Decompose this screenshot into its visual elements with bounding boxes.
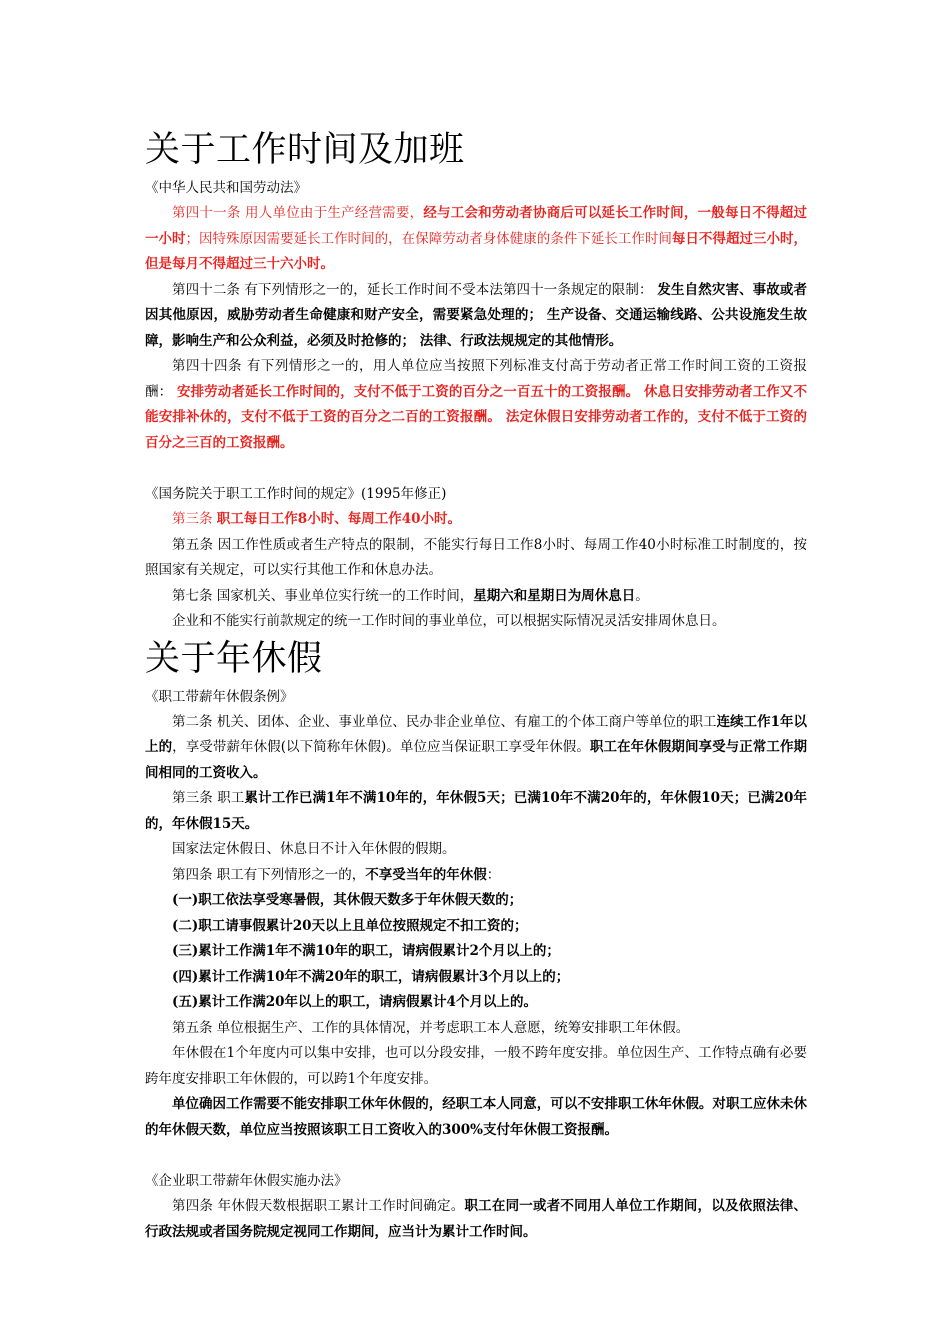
article-5-leave-bold: 单位确因工作需要不能安排职工休年休假的，经职工本人同意，可以不安排职工休年休假。对职工应休未休的年休假天数，单位应当按照该职工日工资收入的300%支付年休假工资报酬。 (145, 1096, 807, 1138)
article-2-text-2: ，享受带薪年休假(以下简称年休假)。单位应当保证职工享受年休假。 (172, 739, 590, 755)
article-2-leave (145, 710, 807, 787)
spacer (145, 456, 807, 482)
article-3-leave (145, 786, 807, 837)
article-7-text-2: 。 (635, 587, 649, 604)
article-7-paragraph-2: 企业和不能实行前款规定的统一工作时间的事业单位，可以根据实际情况灵活安排周休息日。 (172, 613, 726, 629)
article-4-enterprise-text: 第四条 年休假天数根据职工累计工作时间确定。 (172, 1198, 465, 1214)
document-page (145, 128, 807, 1245)
article-42 (145, 278, 807, 355)
article-3-hours (145, 507, 807, 533)
list-item (145, 939, 807, 965)
article-5-leave-paragraph-3 (145, 1092, 807, 1143)
list-item-text: (四)累计工作满10年不满20年的职工，请病假累计3个月以上的； (172, 968, 570, 985)
list-item-text: (五)累计工作满20年以上的职工，请病假累计4个月以上的。 (172, 994, 537, 1010)
article-4-bold: 不享受当年的年休假 (365, 866, 487, 883)
list-item (145, 888, 807, 914)
article-5-leave-paragraph-2: 年休假在1个年度内可以集中安排，也可以分段安排，一般不跨年度安排。单位因生产、工作特点确有必要跨年度安排职工年休假的，可以跨1个年度安排。 (145, 1045, 807, 1087)
article-5-hours: 第五条 因工作性质或者生产特点的限制，不能实行每日工作8小时、每周工作40小时标准工时制度的，按照国家有关规定，可以实行其他工作和休息办法。 (145, 536, 807, 578)
article-2-bold-1: 连续工作1年以上的 (145, 713, 807, 755)
article-4-text: 第四条 职工有下列情形之一的， (172, 866, 366, 883)
article-44-text: 第四十四条 有下列情形之一的，用人单位应当按照下列标准支付高于劳动者正常工作时间工资的工资报酬： (145, 358, 807, 400)
source-enterprise-measures: 《企业职工带薪年休假实施办法》 (145, 1173, 348, 1189)
article-3-leave-text: 第三条 职工 (172, 790, 245, 806)
list-item-text: (一)职工依法享受寒暑假，其休假天数多于年休假天数的； (172, 892, 523, 908)
article-41 (145, 201, 807, 278)
article-2-text: 第二条 机关、团体、企业、事业单位、民办非企业单位、有雇工的个体工商户等单位的职工 (172, 713, 717, 730)
article-41-bold-2: 每日不得超过三小时，但是每月不得超过三十六小时。 (145, 230, 808, 272)
article-42-bold: 发生自然灾害、事故或者因其他原因，威胁劳动者生命健康和财产安全，需要紧急处理的； 生产设备、交通运输线路、公共设施发生故障，影响生产和公众利益，必须及时抢修的； 法律、行政法规规定的其他情形。 (145, 281, 807, 349)
article-7 (145, 584, 807, 610)
list-item-text: (二)职工请事假累计20天以上且单位按照规定不扣工资的； (172, 917, 528, 934)
section-title-working-hours: 关于工作时间及加班 (145, 130, 465, 170)
article-3-leave-paragraph-2: 国家法定休假日、休息日不计入年休假的假期。 (172, 841, 456, 857)
source-state-council: 《国务院关于职工工作时间的规定》(1995年修正) (145, 486, 447, 502)
article-44-bold: 安排劳动者延长工作时间的，支付不低于工资的百分之一百五十的工资报酬。 休息日安排劳动者工作又不能安排补休的，支付不低于工资的百分之二百的工资报酬。 法定休假日安排劳动者工作的，支付不低于工资的百分之三百的工资报酬。 (145, 383, 807, 451)
article-44 (145, 354, 807, 456)
article-4-enterprise (145, 1194, 807, 1245)
article-3-text: 第三条 (172, 511, 217, 527)
source-annual-leave-regulation: 《职工带薪年休假条例》 (145, 688, 294, 705)
list-item-text: (三)累计工作满1年不满10年的职工，请病假累计2个月以上的； (172, 943, 560, 959)
article-4-leave (145, 863, 807, 889)
spacer (145, 1143, 807, 1169)
article-4-enterprise-bold: 职工在同一或者不同用人单位工作期间，以及依照法律、行政法规或者国务院规定视同工作期间，应当计为累计工作时间。 (145, 1198, 807, 1240)
article-41-text: 第四十一条 用人单位由于生产经营需要， (172, 205, 424, 221)
article-2-bold-2: 职工在年休假期间享受与正常工作期间相同的工资收入。 (145, 739, 808, 781)
article-41-bold-1: 经与工会和劳动者协商后可以延长工作时间，一般每日不得超过一小时 (145, 205, 808, 247)
article-5-leave: 第五条 单位根据生产、工作的具体情况，并考虑职工本人意愿，统筹安排职工年休假。 (172, 1019, 690, 1036)
article-7-text: 第七条 国家机关、事业单位实行统一的工作时间， (172, 587, 474, 604)
article-4-text-2: ： (486, 866, 501, 883)
section-title-annual-leave: 关于年休假 (145, 638, 323, 679)
list-item (145, 914, 807, 940)
article-41-text-2: ；因特殊原因需要延长工作时间的，在保障劳动者身体健康的条件下延长工作时间 (185, 230, 672, 247)
list-item (145, 990, 807, 1016)
source-labor-law: 《中华人民共和国劳动法》 (145, 180, 307, 196)
article-3-leave-bold: 累计工作已满1年不满10年的，年休假5天；已满10年不满20年的，年休假10天；已满20年的，年休假15天。 (145, 790, 808, 832)
list-item (145, 965, 807, 991)
article-42-text: 第四十二条 有下列情形之一的，延长工作时间不受本法第四十一条规定的限制： (172, 281, 653, 298)
article-7-bold: 星期六和星期日为周休息日 (473, 587, 636, 604)
article-3-bold: 职工每日工作8小时、每周工作40小时。 (216, 511, 461, 527)
